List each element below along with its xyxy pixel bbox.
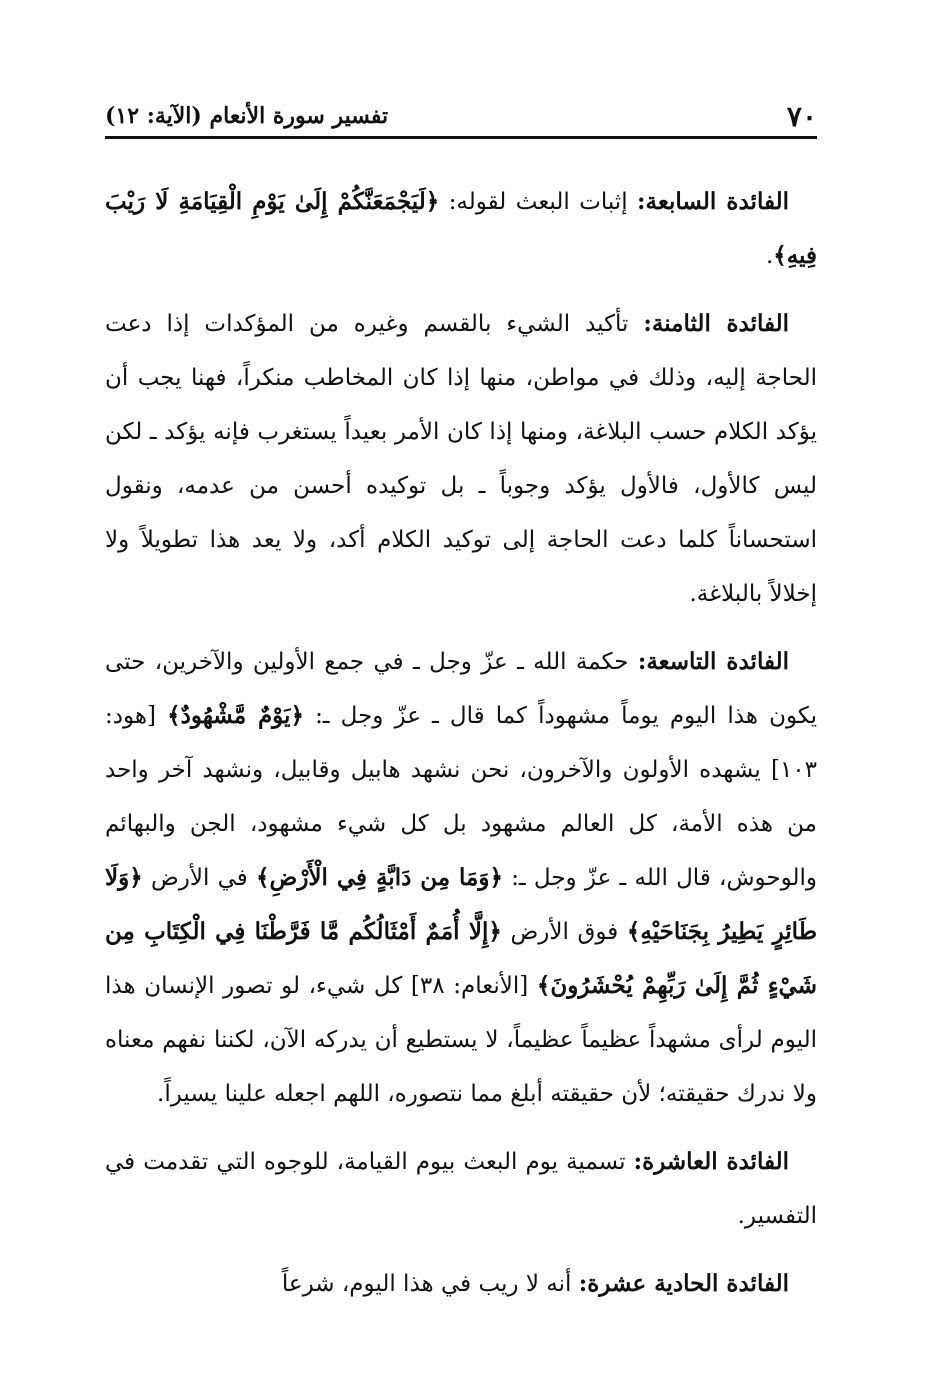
- paragraph-heading: الفائدة الثامنة:: [643, 310, 790, 337]
- paragraph-text: [هود: ١٠٣] يشهده الأولون والآخرون، نحن نشهد هابيل وقابيل، ونشهد آخر واحد من هذه الأمة، كل العالم مشهود بل كل شيء مشهود، الجن والبهائم والوحوش، قال الله ـ عزّ وجل ـ:: [105, 703, 818, 891]
- paragraph-text: فوق الأرض: [510, 919, 619, 945]
- quran-quote: ﴿إِلَّا أُمَمٌ أَمْثَالُكُم مَّا فَرَّطْنَا فِي الْكِتَابِ مِن شَيْءٍ ثُمَّ إِلَىٰ رَبِّهِمْ يُحْشَرُونَ﴾: [105, 918, 817, 999]
- paragraph-heading: الفائدة التاسعة:: [637, 648, 789, 675]
- paragraph-benefit-10: [105, 1135, 817, 1243]
- paragraph-heading: الفائدة الحادية عشرة:: [578, 1270, 789, 1297]
- paragraph-text: إثبات البعث لقوله:: [448, 189, 628, 215]
- quran-quote: ﴿وَلَا طَائِرٍ يَطِيرُ بِجَنَاحَيْهِ﴾: [105, 864, 817, 945]
- paragraph-text: حكمة الله ـ عزّ وجل ـ في جمع الأولين والآخرين، حتى يكون هذا اليوم يوماً مشهوداً كما قال ـ عزّ وجل ـ:: [105, 649, 817, 729]
- paragraph-text: .: [765, 243, 774, 269]
- paragraph-benefit-8: [105, 297, 817, 621]
- paragraph-text: في الأرض: [150, 865, 248, 891]
- paragraph-heading: الفائدة العاشرة:: [633, 1148, 790, 1175]
- running-title: تفسير سورة الأنعام (الآية: ١٢): [105, 103, 389, 129]
- page-body: [105, 175, 817, 1311]
- paragraph-benefit-9: [105, 635, 817, 1121]
- paragraph-benefit-11: [105, 1257, 817, 1311]
- page-header: [105, 96, 817, 139]
- quran-quote: ﴿يَوْمٌ مَّشْهُودٌ﴾: [167, 702, 304, 729]
- paragraph-text: تأكيد الشيء بالقسم وغيره من المؤكدات إذا دعت الحاجة إليه، وذلك في مواطن، منها إذا كان المخاطب منكراً، فهنا يجب أن يؤكد الكلام حسب البلاغة، ومنها إذا كان الأمر بعيداً يستغرب فإنه يؤكد ـ لكن ليس كالأول، فالأول يؤكد وجوباً ـ بل توكيده أحسن من عدمه، ونقول استحساناً كلما دعت الحاجة إلى توكيد الكلام أكد، ولا يعد هذا تطويلاً ولا إخلالاً بالبلاغة.: [105, 311, 817, 607]
- quran-quote: ﴿وَمَا مِن دَابَّةٍ فِي الْأَرْضِ﴾: [256, 864, 503, 891]
- paragraph-benefit-7: [105, 175, 817, 283]
- quran-quote: ﴿لَيَجْمَعَنَّكُمْ إِلَىٰ يَوْمِ الْقِيَامَةِ لَا رَيْبَ فِيهِ﴾: [105, 188, 817, 269]
- paragraph-text: تسمية يوم البعث بيوم القيامة، للوجوه التي تقدمت في التفسير.: [105, 1149, 817, 1229]
- paragraph-text: [الأنعام: ٣٨] كل شيء، لو تصور الإنسان هذا اليوم لرأى مشهداً عظيماً عظيماً، لا يستطيع أن يدركه الآن، لكننا نفهم معناه ولا ندرك حقيقته؛ لأن حقيقته أبلغ مما نتصوره، اللهم اجعله علينا يسيراً.: [105, 973, 817, 1107]
- paragraph-text: أنه لا ريب في هذا اليوم، شرعاً: [281, 1271, 572, 1297]
- page-number: ٧٠: [786, 99, 817, 133]
- paragraph-heading: الفائدة السابعة:: [637, 188, 789, 215]
